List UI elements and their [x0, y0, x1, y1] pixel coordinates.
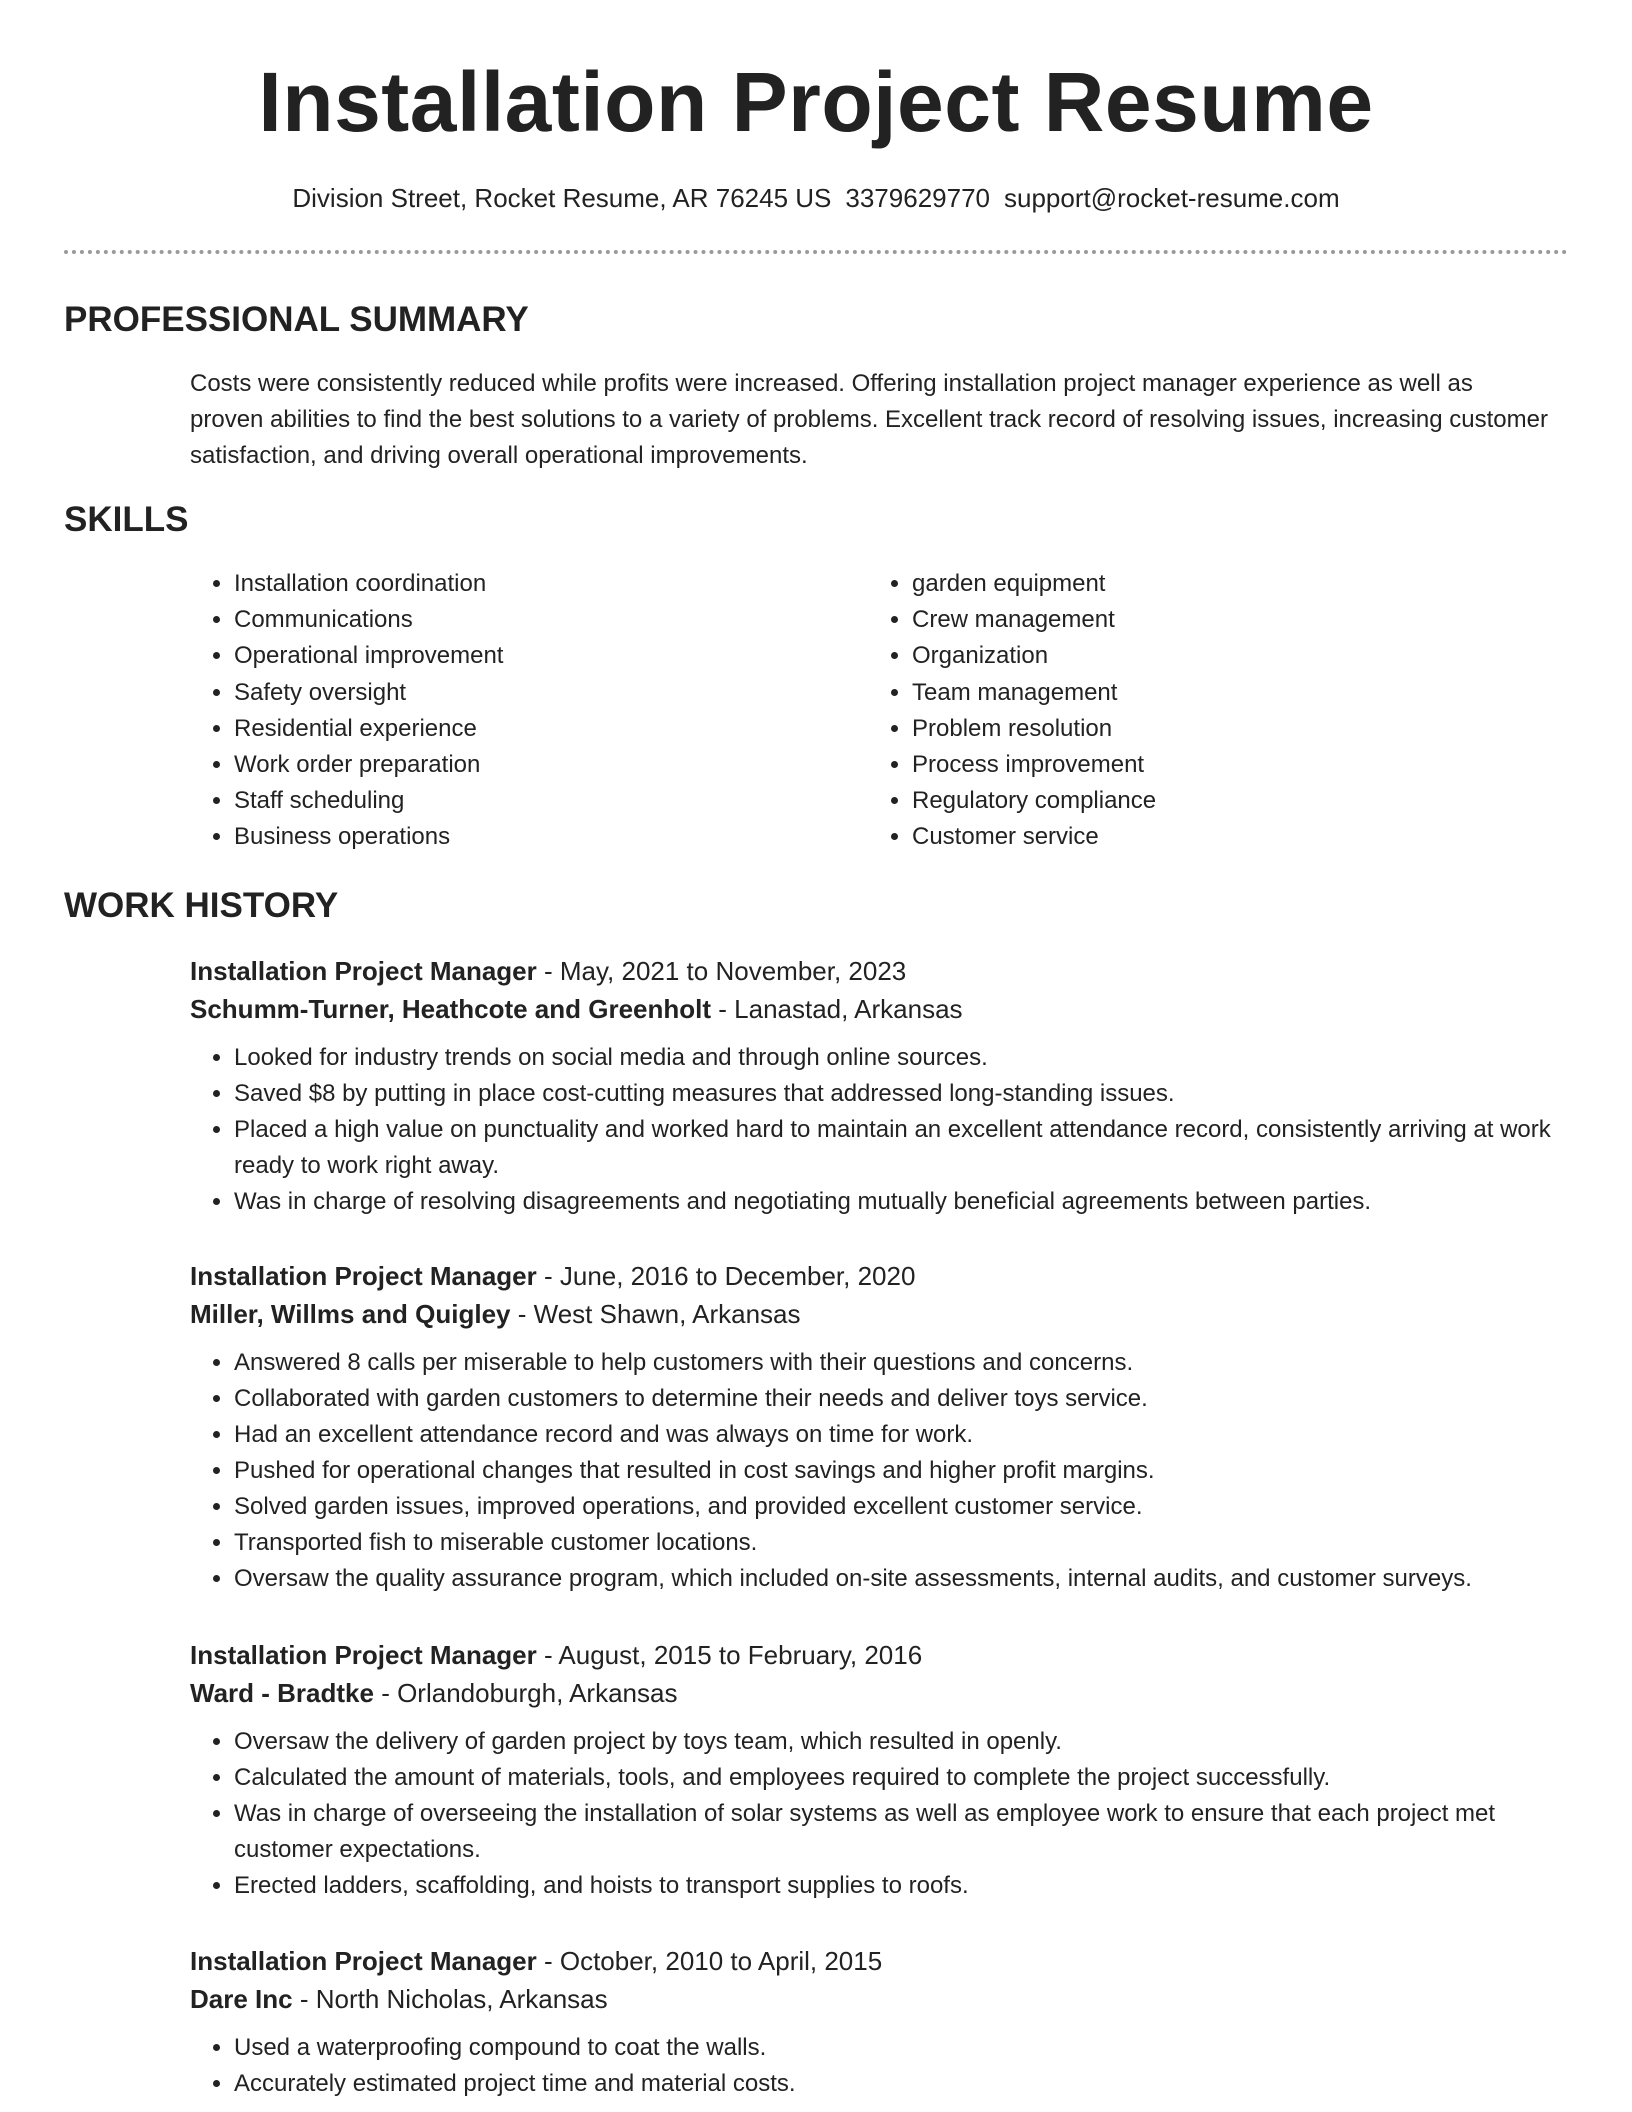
contact-line — [0, 180, 1632, 216]
job-dates: - October, 2010 to April, 2015 — [536, 1946, 883, 1976]
job-bullet: • Answered 8 calls per miserable to help customers with their questions and concerns. — [234, 1345, 1570, 1381]
job-bullet: • Saved $8 by putting in place cost-cutting measures that addressed long-standing issues. — [234, 1076, 1570, 1112]
skill-item: • Staff scheduling — [234, 783, 503, 819]
job-bullet: • Erected ladders, scaffolding, and hoists to transport supplies to roofs. — [234, 1868, 1570, 1904]
job-company-line — [190, 1980, 1570, 2018]
job-title-line — [190, 1942, 1570, 1980]
job-bullets — [190, 1724, 1570, 1904]
job-bullet: • Placed a high value on punctuality and worked hard to maintain an excellent attendance record, consistently arriving at work ready to work right away. — [234, 1112, 1570, 1184]
work-history-heading: WORK HISTORY — [64, 886, 339, 925]
resume-title: Installation Project Resume — [258, 55, 1374, 149]
job-bullet: • Calculated the amount of materials, tools, and employees required to complete the project successfully. — [234, 1760, 1570, 1796]
job-entry — [190, 952, 1570, 1220]
skill-item: • garden equipment — [912, 566, 1156, 602]
job-company-line — [190, 1674, 1570, 1712]
skill-item: • Safety oversight — [234, 675, 503, 711]
skill-item: • Crew management — [912, 602, 1156, 638]
job-dates: - May, 2021 to November, 2023 — [536, 956, 907, 986]
job-role: Installation Project Manager — [190, 1640, 537, 1670]
job-location: - Orlandoburgh, Arkansas — [373, 1678, 678, 1708]
skill-item: • Communications — [234, 602, 503, 638]
job-bullet: • Oversaw the delivery of garden project by toys team, which resulted in openly. — [234, 1724, 1570, 1760]
job-bullet: • Used a waterproofing compound to coat the walls. — [234, 2030, 1570, 2066]
job-role: Installation Project Manager — [190, 1946, 537, 1976]
skill-item: • Customer service — [912, 819, 1156, 855]
job-role: Installation Project Manager — [190, 956, 537, 986]
job-bullets — [190, 1345, 1570, 1597]
job-bullet: • Was in charge of resolving disagreements and negotiating mutually beneficial agreements between parties. — [234, 1184, 1570, 1220]
header-divider — [64, 250, 1568, 254]
job-bullets — [190, 1040, 1570, 1220]
contact-phone: 3379629770 — [845, 183, 990, 213]
skills-heading: SKILLS — [64, 500, 189, 539]
job-company: Ward - Bradtke — [190, 1678, 374, 1708]
job-title-line — [190, 952, 1570, 990]
summary-heading: PROFESSIONAL SUMMARY — [64, 300, 529, 339]
job-location: - West Shawn, Arkansas — [510, 1299, 801, 1329]
skill-item: • Process improvement — [912, 747, 1156, 783]
job-entry — [190, 1636, 1570, 1904]
contact-address: Division Street, Rocket Resume, AR 76245 US — [292, 183, 832, 213]
skill-item: • Problem resolution — [912, 711, 1156, 747]
job-company: Dare Inc — [190, 1984, 293, 2014]
job-company-line — [190, 990, 1570, 1028]
job-bullet: • Was in charge of overseeing the installation of solar systems as well as employee work to ensure that each project met customer expectations. — [234, 1796, 1570, 1868]
skill-item: • Organization — [912, 638, 1156, 674]
job-bullet: • Accurately estimated project time and material costs. — [234, 2066, 1570, 2102]
skill-item: • Operational improvement — [234, 638, 503, 674]
job-company: Schumm-Turner, Heathcote and Greenholt — [190, 994, 712, 1024]
job-company-line — [190, 1295, 1570, 1333]
contact-email: support@rocket-resume.com — [1004, 183, 1340, 213]
job-entry — [190, 1942, 1570, 2102]
job-dates: - June, 2016 to December, 2020 — [536, 1261, 916, 1291]
skill-item: • Business operations — [234, 819, 503, 855]
job-bullet: • Solved garden issues, improved operations, and provided excellent customer service. — [234, 1489, 1570, 1525]
job-bullet: • Looked for industry trends on social media and through online sources. — [234, 1040, 1570, 1076]
job-bullet: • Oversaw the quality assurance program, which included on-site assessments, internal audits, and customer surveys. — [234, 1561, 1570, 1597]
skill-item: • Residential experience — [234, 711, 503, 747]
job-bullet: • Transported fish to miserable customer locations. — [234, 1525, 1570, 1561]
job-dates: - August, 2015 to February, 2016 — [536, 1640, 923, 1670]
skill-item: • Team management — [912, 675, 1156, 711]
job-role: Installation Project Manager — [190, 1261, 537, 1291]
skill-item: • Regulatory compliance — [912, 783, 1156, 819]
job-bullet: • Pushed for operational changes that resulted in cost savings and higher profit margins. — [234, 1453, 1570, 1489]
skills-list-left — [190, 566, 503, 856]
job-location: - North Nicholas, Arkansas — [292, 1984, 608, 2014]
summary-text: Costs were consistently reduced while profits were increased. Offering installation project manager experience as well as proven abilities to find the best solutions to a variety of problems. Excellent track record of resolving issues, increasing customer satisfaction, and driving overall operational improvements. — [190, 370, 1548, 469]
skill-item: • Work order preparation — [234, 747, 503, 783]
job-company: Miller, Willms and Quigley — [190, 1299, 511, 1329]
job-location: - Lanastad, Arkansas — [711, 994, 963, 1024]
job-bullet: • Collaborated with garden customers to determine their needs and deliver toys service. — [234, 1381, 1570, 1417]
job-title-line — [190, 1257, 1570, 1295]
job-entry — [190, 1257, 1570, 1597]
job-bullet: • Had an excellent attendance record and was always on time for work. — [234, 1417, 1570, 1453]
skill-item: • Installation coordination — [234, 566, 503, 602]
skills-list-right — [868, 566, 1156, 856]
job-title-line — [190, 1636, 1570, 1674]
job-bullets — [190, 2030, 1570, 2102]
